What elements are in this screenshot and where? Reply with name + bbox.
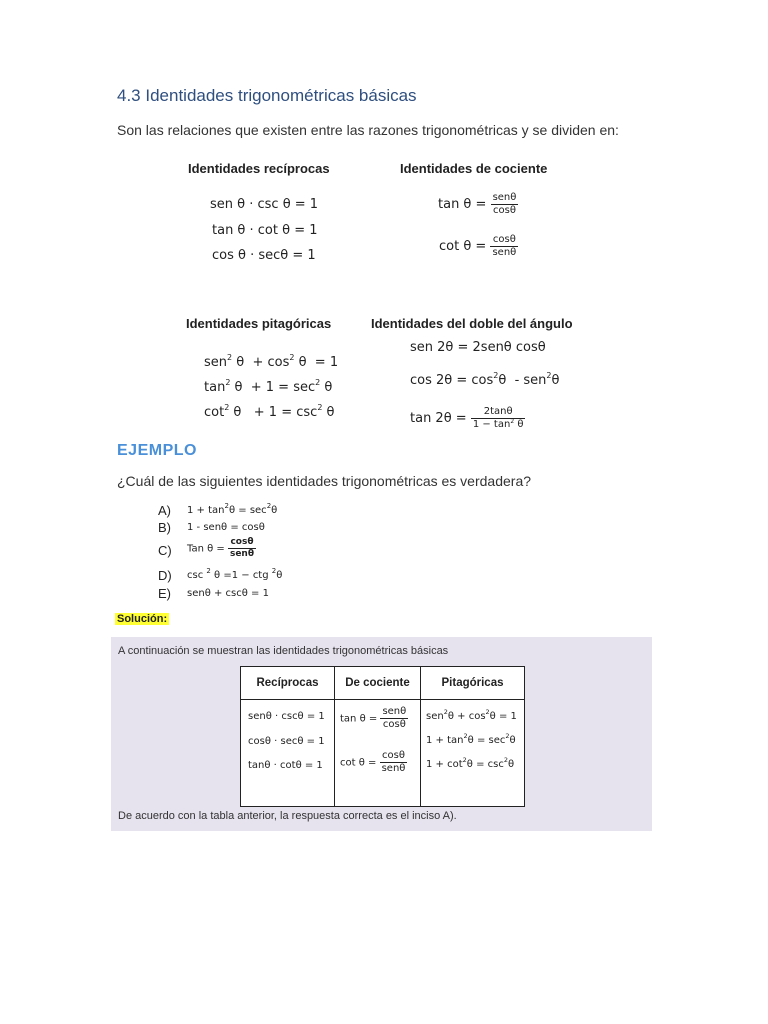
section-title: 4.3 Identidades trigonométricas básicas — [117, 86, 417, 105]
doble-cos: $\cos 2\theta = \cos^2\theta - sen^2\theta$ — [410, 371, 560, 388]
pit-line-3: $1 + \cot^2\theta = \csc^2\theta$ — [426, 756, 515, 770]
coc-cot-num: cosθ — [380, 751, 408, 763]
coc-cot — [340, 751, 407, 774]
recip-line-2: cosθ · secθ = 1 — [248, 736, 325, 747]
doble-tan-fraction — [471, 407, 526, 430]
solution-conclusion: De acuerdo con la tabla anterior, la respuesta correcta es el inciso A). — [118, 810, 457, 822]
cociente-tan-den: cosθ — [493, 205, 516, 216]
table-header-pitagoricas: Pitagóricas — [421, 667, 525, 700]
table-cell-pitagoricas — [421, 700, 525, 807]
doble-tan — [410, 407, 525, 430]
table-cell-reciprocas — [241, 700, 335, 807]
doble-tan-lhs: tan 2θ = — [410, 411, 467, 426]
option-c-num: cosθ — [228, 538, 256, 549]
option-c-lhs: Tan θ = — [187, 543, 225, 555]
pitagoricas-line-3: $\cot^2 \theta + 1 = \csc^2 \theta$ — [204, 403, 335, 420]
pit-line-1: $sen^2\theta + \cos^2\theta = 1$ — [426, 708, 517, 722]
table-header-reciprocas: Recíprocas — [241, 667, 335, 700]
option-a-letter: A) — [158, 503, 171, 518]
coc-tan-fraction — [380, 707, 408, 730]
ejemplo-label: EJEMPLO — [117, 442, 197, 459]
reciprocas-heading: Identidades recíprocas — [188, 161, 330, 176]
reciprocas-line-2: tan θ · cot θ = 1 — [212, 223, 318, 238]
option-e-text: senθ + cscθ = 1 — [187, 588, 269, 599]
reciprocas-line-1: sen θ · csc θ = 1 — [210, 197, 319, 212]
coc-tan-den: cosθ — [382, 719, 406, 730]
coc-cot-fraction — [380, 751, 408, 774]
doble-tan-num: 2tanθ — [471, 407, 526, 419]
coc-cot-lhs: cot θ = — [340, 757, 377, 769]
recip-line-3: tanθ · cotθ = 1 — [248, 760, 323, 771]
cociente-cot — [439, 235, 518, 258]
option-c-letter: C) — [158, 543, 172, 558]
coc-tan-num: senθ — [382, 706, 407, 717]
pitagoricas-line-1: sen$^2$ $\theta + \cos^2 \theta = 1$ — [204, 353, 339, 370]
solucion-label: Solución: — [117, 613, 168, 625]
cociente-cot-num: cosθ — [490, 235, 518, 247]
coc-cot-den: senθ — [381, 763, 406, 774]
reciprocas-line-3: cos θ · secθ = 1 — [212, 248, 316, 263]
recip-line-1: senθ · cscθ = 1 — [248, 711, 325, 722]
cociente-tan-fraction — [491, 193, 519, 216]
option-d-letter: D) — [158, 568, 172, 583]
table-header-cociente: De cociente — [335, 667, 421, 700]
pitagoricas-heading: Identidades pitagóricas — [186, 316, 332, 331]
cociente-heading: Identidades de cociente — [400, 161, 548, 176]
option-b-text: 1 - senθ = cosθ — [187, 522, 265, 533]
solution-intro: A continuación se muestran las identidades trigonométricas básicas — [118, 645, 449, 657]
option-c-fraction — [228, 538, 256, 559]
pit-line-2: $1 + \tan^2\theta = \sec^2\theta$ — [426, 732, 516, 746]
table-row — [241, 700, 525, 807]
option-a-text: $1 + \tan^2\theta = \sec^2\theta$ — [187, 502, 278, 516]
pitagoricas-line-2: $\tan^2 \theta + 1 = \sec^2 \theta$ — [204, 378, 333, 395]
table-cell-cociente — [335, 700, 421, 807]
cociente-tan — [438, 193, 518, 216]
option-c-den: senθ — [229, 549, 255, 559]
option-d-text: csc $^2$ θ =1 − ctg $^2$θ — [187, 567, 283, 581]
cociente-cot-den: senθ — [492, 247, 517, 258]
cociente-cot-lhs: cot θ = — [439, 239, 487, 254]
identities-table — [240, 666, 525, 807]
cociente-tan-num: senθ — [492, 192, 517, 203]
intro-text: Son las relaciones que existen entre las razones trigonométricas y se dividen en: — [117, 122, 619, 138]
coc-tan — [340, 707, 408, 730]
cociente-tan-lhs: tan θ = — [438, 197, 487, 212]
option-c-text — [187, 538, 256, 559]
option-b-letter: B) — [158, 520, 171, 535]
coc-tan-lhs: tan θ = — [340, 713, 378, 725]
doble-sen: sen 2θ = 2senθ cosθ — [410, 340, 546, 355]
option-e-letter: E) — [158, 586, 171, 601]
table-header-row — [241, 667, 525, 700]
doble-tan-den: $1 - \tan^2 \theta$ — [472, 418, 524, 430]
question-text: ¿Cuál de las siguientes identidades trigonométricas es verdadera? — [117, 473, 532, 489]
cociente-cot-fraction — [490, 235, 518, 258]
doble-heading: Identidades del doble del ángulo — [371, 316, 573, 331]
